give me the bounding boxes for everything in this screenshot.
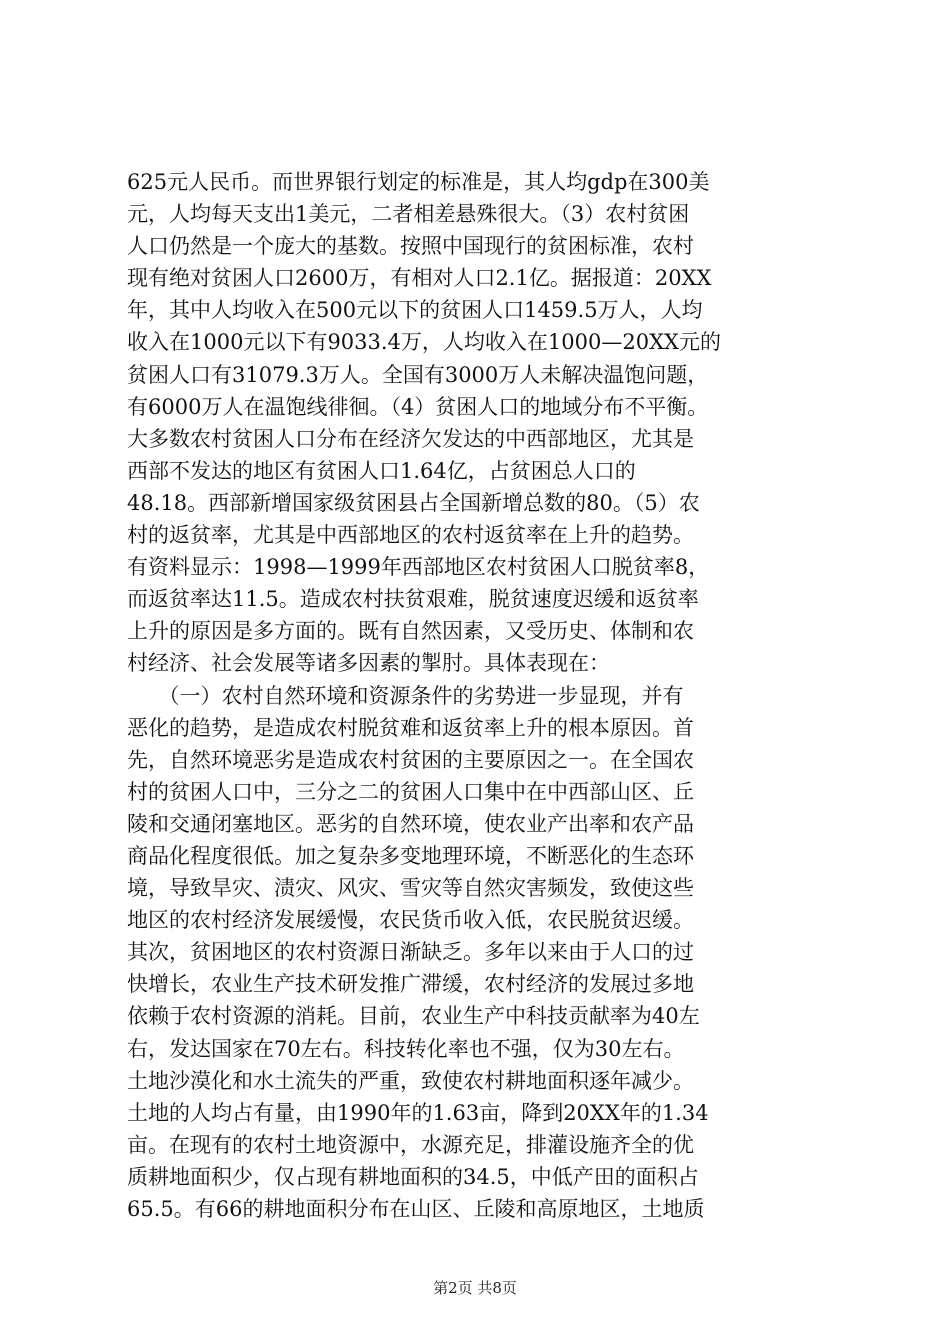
text-line: 村的返贫率，尤其是中西部地区的农村返贫率在上升的趋势。 — [127, 523, 694, 548]
text-line: 商品化程度很低。加之复杂多变地理环境，不断恶化的生态环 — [127, 843, 694, 868]
text-line: 亩。在现有的农村土地资源中，水源充足，排灌设施齐全的优 — [127, 1132, 694, 1157]
text-line: 土地的人均占有量，由1990年的1.63亩，降到20XX年的1.34 — [127, 1100, 709, 1125]
text-line: 西部不发达的地区有贫困人口1.64亿，占贫困总人口的 — [127, 458, 636, 483]
text-line: 先，自然环境恶劣是造成农村贫困的主要原因之一。在全国农 — [127, 747, 694, 772]
text-line: 48.18。西部新增国家级贫困县占全国新增总数的80。（5）农 — [127, 490, 700, 515]
text-line: 依赖于农村资源的消耗。目前，农业生产中科技贡献率为40左 — [127, 1004, 700, 1029]
text-line: 现有绝对贫困人口2600万，有相对人口2.1亿。据报道：20XX — [127, 266, 712, 291]
text-line: 快增长，农业生产技术研发推广滞缓，农村经济的发展过多地 — [127, 972, 694, 997]
text-line: 元，人均每天支出1美元，二者相差悬殊很大。（3）农村贫困 — [127, 202, 690, 227]
text-line: 土地沙漠化和水土流失的严重，致使农村耕地面积逐年减少。 — [127, 1068, 694, 1093]
text-line: 村经济、社会发展等诸多因素的掣肘。具体表现在： — [127, 651, 610, 676]
text-line: 陵和交通闭塞地区。恶劣的自然环境，使农业产出率和农产品 — [127, 811, 694, 836]
text-line: 村的贫困人口中，三分之二的贫困人口集中在中西部山区、丘 — [127, 779, 694, 804]
text-line: 有6000万人在温饱线徘徊。（4）贫困人口的地域分布不平衡。 — [127, 394, 709, 419]
text-line: 而返贫率达11.5。造成农村扶贫艰难，脱贫速度迟缓和返贫率 — [127, 587, 699, 612]
text-line: 右，发达国家在70左右。科技转化率也不强，仅为30左右。 — [127, 1036, 685, 1061]
text-line: 收入在1000元以下有9033.4万，人均收入在1000—20XX元的 — [127, 330, 721, 355]
text-line: 地区的农村经济发展缓慢，农民货币收入低，农民脱贫迟缓。 — [127, 908, 694, 933]
text-line: 65.5。有66的耕地面积分布在山区、丘陵和高原地区，土地质 — [127, 1197, 705, 1221]
text-line: 上升的原因是多方面的。既有自然因素，又受历史、体制和农 — [127, 619, 694, 644]
text-line: 恶化的趋势，是造成农村脱贫难和返贫率上升的根本原因。首 — [127, 715, 694, 740]
page-number-footer: 第2页 共8页 — [433, 1279, 517, 1297]
text-line: 年，其中人均收入在500元以下的贫困人口1459.5万人，人均 — [127, 298, 703, 323]
body-text — [127, 166, 839, 1225]
text-line: 质耕地面积少，仅占现有耕地面积的34.5，中低产田的面积占 — [127, 1164, 699, 1189]
text-line: 其次，贫困地区的农村资源日渐缺乏。多年以来由于人口的过 — [127, 940, 694, 965]
text-line: 人口仍然是一个庞大的基数。按照中国现行的贫困标准，农村 — [127, 234, 694, 259]
text-line: 有资料显示：1998—1999年西部地区农村贫困人口脱贫率8， — [127, 555, 710, 580]
text-line: 625元人民币。而世界银行划定的标准是，其人均gdp在300美 — [127, 170, 710, 194]
text-line: 大多数农村贫困人口分布在经济欠发达的中西部地区，尤其是 — [127, 426, 694, 451]
text-line: 境，导致旱灾、渍灾、风灾、雪灾等自然灾害频发，致使这些 — [127, 876, 694, 901]
paragraph-start-line: （一）农村自然环境和资源条件的劣势进一步显现，并有 — [127, 683, 684, 708]
text-line: 贫困人口有31079.3万人。全国有3000万人未解决温饱问题， — [127, 362, 709, 387]
